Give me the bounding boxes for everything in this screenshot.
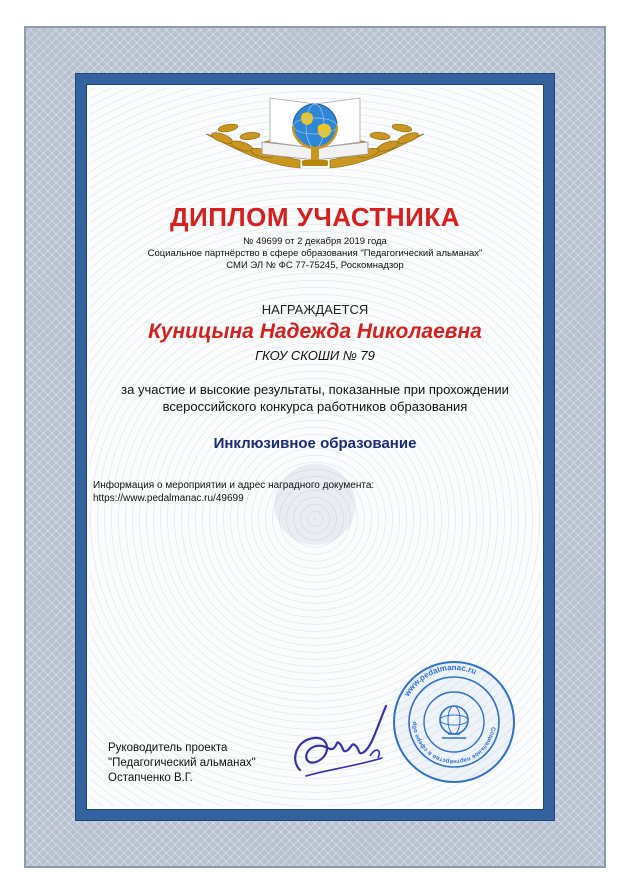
contest-name: Инклюзивное образование <box>213 435 417 452</box>
description-line-1: за участие и высокие результаты, показанные при прохождении <box>121 382 509 397</box>
award-description <box>90 381 540 415</box>
organization-name: ГКОУ СКОШИ № 79 <box>255 348 375 363</box>
diploma-meta <box>90 236 540 272</box>
document-info <box>93 479 473 505</box>
diploma-title: ДИПЛОМ УЧАСТНИКА <box>170 202 460 232</box>
info-url: https://www.pedalmanac.ru/49699 <box>93 493 244 504</box>
round-seal-icon <box>392 660 516 784</box>
signer-role-line-2: "Педагогический альманах" <box>108 757 256 769</box>
seal-outer-text: www.pedalmanac.ru <box>402 662 478 698</box>
signer-block <box>108 741 308 786</box>
info-label: Информация о мероприятии и адрес наградного документа: <box>93 480 375 491</box>
awarded-label: НАГРАЖДАЕТСЯ <box>261 302 369 317</box>
signature-icon <box>286 700 396 786</box>
signer-name: Остапченко В.Г. <box>108 772 193 784</box>
recipient-name: Куницына Надежда Николаевна <box>148 320 482 343</box>
partnership-line: Социальное партнёрство в сфере образования "Педагогический альманах" <box>147 248 483 259</box>
registration-line: СМИ ЭЛ № ФС 77-75245, Роскомнадзор <box>226 260 404 271</box>
seal-ring-text: Социальное партнёрство в сфере обр <box>411 721 496 765</box>
signer-role-line-1: Руководитель проекта <box>108 742 228 754</box>
diploma-number: № 49699 от 2 декабря 2019 года <box>243 236 387 247</box>
globe-book-emblem-icon <box>0 90 630 186</box>
description-line-2: всероссийского конкурса работников образования <box>162 399 468 414</box>
